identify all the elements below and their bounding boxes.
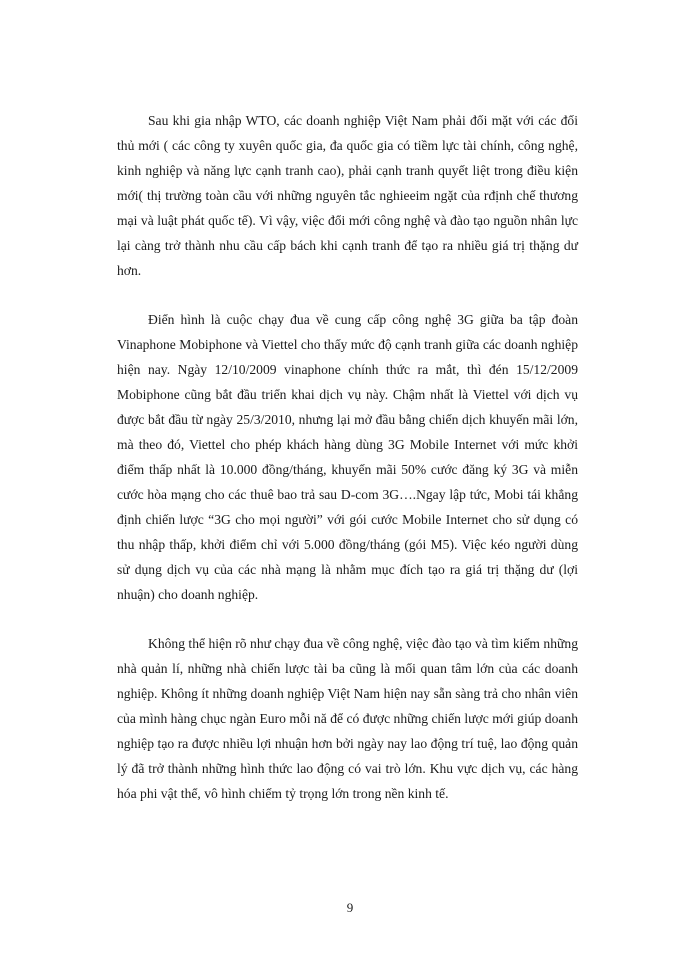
paragraph-3: Không thể hiện rõ như chạy đua về công nghệ, việc đào tạo và tìm kiếm những nhà quản lí, những nhà chiến lược tài ba cũng là mối quan tâm lớn của các doanh nghiệp. Không ít những doanh nghiệp Việt Nam hiện nay sẵn sàng trả cho nhân viên của mình hàng chục ngàn Euro mỗi nă để có được những chiến lược mới giúp doanh nghiệp tạo ra được nhiều lợi nhuận hơn bởi ngày nay lao động trí tuệ, lao động quản lý đã trở thành những hình thức lao động có vai trò lớn. Khu vực dịch vụ, các hàng hóa phi vật thể, vô hình chiếm tỷ trọng lớn trong nền kinh tế.	[117, 636, 578, 801]
paragraph-2: Điển hình là cuộc chạy đua về cung cấp công nghệ 3G giữa ba tập đoàn Vinaphone Mobiphone và Viettel cho thấy mức độ cạnh tranh giữa các doanh nghiệp hiện nay. Ngày 12/10/2009 vinaphone chính thức ra mắt, thì đén 15/12/2009 Mobiphone cũng bắt đầu triển khai dịch vụ này. Chậm nhất là Viettel với dịch vụ được bắt đầu từ ngày 25/3/2010, nhưng lại mở đầu bằng chiến dịch khuyến mãi lớn, mà theo đó, Viettel cho phép khách hàng dùng 3G Mobile Internet với mức khởi điểm thấp nhất là 10.000 đồng/tháng, khuyến mãi 50% cước đăng ký 3G và miễn cước hòa mạng cho các thuê bao trả sau D-com 3G….Ngay lập tức, Mobi tái khẳng định chiến lược “3G cho mọi người” với gói cước Mobile Internet cho sử dụng có thu nhập thấp, khởi điểm chỉ với 5.000 đồng/tháng (gói M5). Việc kéo người dùng sử dụng dịch vụ của các nhà mạng là nhằm mục đích tạo ra giá trị thặng dư (lợi nhuận) cho doanh nghiệp.	[117, 312, 578, 602]
paragraph-1: Sau khi gia nhập WTO, các doanh nghiệp Việt Nam phải đối mặt với các đối thủ mới ( các công ty xuyên quốc gia, đa quốc gia có tiềm lực tài chính, công nghệ, kinh nghiệp và năng lực cạnh tranh cao), phải cạnh tranh quyết liệt trong điều kiện mới( thị trường toàn cầu với những nguyên tắc nghieeim ngặt của rđịnh chế thương mại và luật phát quốc tế). Vì vậy, việc đổi mới công nghệ và đào tạo nguồn nhân lực lại càng trở thành nhu cầu cấp bách khi cạnh tranh để tạo ra nhiều giá trị thặng dư hơn.	[117, 113, 578, 278]
page-number: 9	[346, 900, 354, 915]
body-text	[117, 108, 578, 830]
